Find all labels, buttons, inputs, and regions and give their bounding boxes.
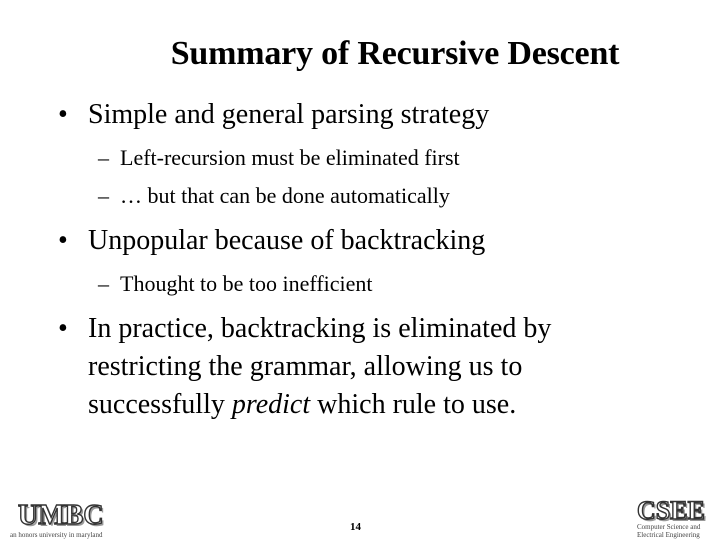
umbc-tagline: an honors university in maryland [10,531,103,539]
bullet-2: • Unpopular because of backtracking [88,222,485,260]
csee-logo: CSEE [637,496,705,525]
bullet-3-line-1: • In practice, backtracking is eliminated by [88,313,552,344]
sub-bullet-2-1: – Thought to be too inefficient [120,266,373,302]
bullet-3-line-2: restricting the grammar, allowing us to [88,351,523,382]
csee-line-1: Computer Science and [637,523,701,531]
page-number: 14 [350,521,361,533]
bullet-1: • Simple and general parsing strategy [88,96,489,134]
bullet-3 [88,310,551,424]
sub-bullet-1-1: – Left-recursion must be eliminated first [120,140,460,176]
slide-title: Summary of Recursive Descent [170,35,620,72]
sub-bullet-1-2: – … but that can be done automatically [120,178,450,214]
bullet-3-line-3 [88,386,551,424]
bullet-3-emphasis: predict [231,389,311,420]
umbc-logo: UMBC [18,500,104,531]
bullet-3-line-3-pre: successfully [88,389,232,420]
bullet-3-line-3-post: which rule to use. [310,389,517,420]
csee-line-2: Electrical Engineering [637,531,700,539]
